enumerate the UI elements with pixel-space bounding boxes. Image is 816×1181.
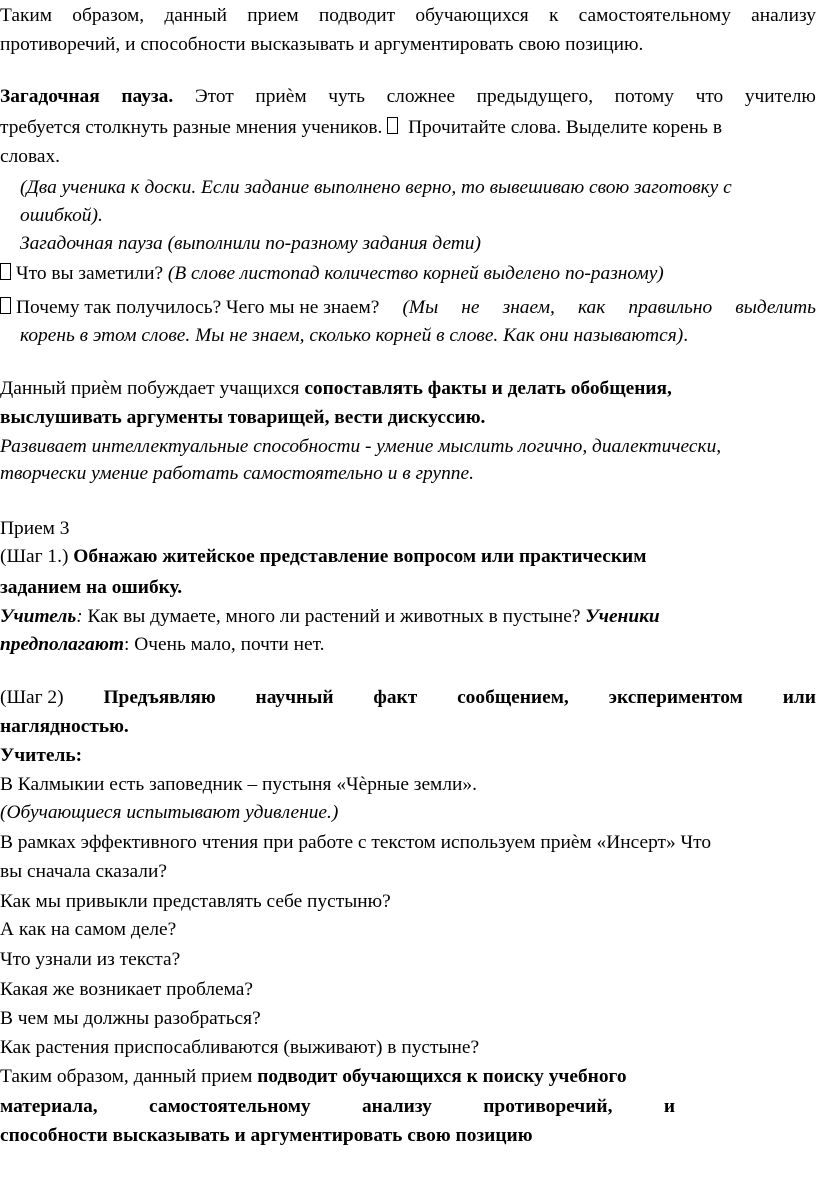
teacher-line <box>0 606 816 628</box>
word: выделить <box>735 297 816 318</box>
p2-line-1 <box>0 86 816 108</box>
word: самостоятельному <box>578 5 731 26</box>
body-line: Что узнали из текста? <box>0 949 181 970</box>
word: Предъявляю <box>103 687 216 708</box>
word: анализу <box>361 1096 432 1117</box>
speaker-label: Ученики <box>585 606 660 627</box>
word: предыдущего, <box>476 86 594 107</box>
final-line-3: способности высказывать и аргументировать свою позицию <box>0 1125 533 1146</box>
speaker-label: предполагают <box>0 634 124 655</box>
word: правильно <box>628 297 713 318</box>
p2-line-5: ошибкой). <box>20 205 103 226</box>
word: или <box>782 687 816 708</box>
speaker-label: Учитель <box>0 606 77 627</box>
final-line-1 <box>0 1066 816 1088</box>
checkbox-glyph-icon <box>0 297 11 314</box>
word: Этот <box>194 86 234 107</box>
p3-line-4: творчески умение работать самостоятельно и в группе. <box>0 463 474 484</box>
step-label: (Шаг 2) <box>0 687 64 708</box>
p1-line-1 <box>0 5 816 27</box>
word: противоречий, <box>483 1096 613 1117</box>
question: Почему так получилось? Чего мы не знаем? <box>16 297 380 318</box>
checkbox-glyph-icon <box>387 117 398 134</box>
step1-line-1 <box>0 546 816 568</box>
p1-line-2: противоречий, и способности высказывать и аргументировать свою позицию. <box>0 34 644 55</box>
word: учителю <box>744 86 816 107</box>
p3-line-3: Развивает интеллектуальные способности - умение мыслить логично, диалектически, <box>0 436 722 457</box>
word: знаем, <box>502 297 555 318</box>
body-line: вы сначала сказали? <box>0 861 167 882</box>
p3-line-2: выслушивать аргументы товарищей, вести дискуссию. <box>0 407 486 428</box>
text: Прочитайте слова. Выделите корень в <box>403 117 723 138</box>
word: образом, <box>72 5 145 26</box>
text: корень в этом слове. Мы не знаем, сколько корней в слове. Как они называются) <box>20 325 684 346</box>
step-label: (Шаг 1.) <box>0 546 74 567</box>
word: приѐм <box>255 86 307 107</box>
word: научный <box>255 687 334 708</box>
body-line: (Обучающиеся испытывают удивление.) <box>0 802 339 823</box>
p2-line-9 <box>20 325 816 347</box>
step2-line-1 <box>0 687 816 709</box>
p2-line-7 <box>0 263 816 285</box>
body-line: В Калмыкии есть заповедник – пустыня «Чѐрные земли». <box>0 774 477 795</box>
text: : <box>76 606 88 627</box>
p2-line-2 <box>0 117 816 139</box>
body-line: Как мы привыкли представлять себе пустыню? <box>0 891 391 912</box>
word: материала, <box>0 1096 98 1117</box>
word: чуть <box>328 86 365 107</box>
question: Что вы заметили? <box>16 263 168 284</box>
body-line: В рамках эффективного чтения при работе с текстом используем приѐм «Инсерт» Что <box>0 832 712 853</box>
word: (Мы <box>402 297 439 318</box>
body-line: Как растения приспосабливаются (выживают) в пустыне? <box>0 1037 480 1058</box>
body-line: А как на самом деле? <box>0 919 177 940</box>
checkbox-glyph-icon <box>0 263 11 280</box>
final-line-2 <box>0 1096 675 1118</box>
section-title: Прием 3 <box>0 518 70 539</box>
teacher-heading: Учитель: <box>0 745 83 766</box>
word: что <box>695 86 724 107</box>
students-line <box>0 634 816 656</box>
term: Загадочная <box>0 86 100 107</box>
step1-line-2: заданием на ошибку. <box>0 577 183 598</box>
word: экспериментом <box>608 687 743 708</box>
step2-line-2: наглядностью. <box>0 716 129 737</box>
text: : Очень мало, почти нет. <box>123 634 325 655</box>
term: пауза. <box>121 86 174 107</box>
word: данный <box>164 5 228 26</box>
body-line: В чем мы должны разобраться? <box>0 1008 261 1029</box>
answer: (В слове листопад количество корней выделено по-разному) <box>167 263 664 284</box>
p3-line-1 <box>0 378 816 400</box>
word: как <box>577 297 606 318</box>
text: . <box>683 325 689 346</box>
word: обучающихся <box>415 5 529 26</box>
word: потому <box>614 86 674 107</box>
word: анализу <box>751 5 816 26</box>
text: Обнажаю житейское представление вопросом или практическим <box>73 546 647 567</box>
word: прием <box>247 5 299 26</box>
word: сложнее <box>386 86 456 107</box>
p2-line-8 <box>0 297 816 319</box>
body-line: Какая же возникает проблема? <box>0 979 253 1000</box>
word: к <box>548 5 559 26</box>
text: Данный приѐм побуждает учащихся <box>0 378 305 399</box>
word: не <box>461 297 480 318</box>
p2-line-3: словах. <box>0 146 61 167</box>
text: сопоставлять факты и делать обобщения, <box>304 378 672 399</box>
word: подводит <box>318 5 396 26</box>
word: и <box>663 1096 675 1117</box>
word: сообщением, <box>457 687 569 708</box>
p2-line-6: Загадочная пауза (выполнили по-разному задания дети) <box>20 233 481 254</box>
question-group <box>0 297 379 319</box>
text: требуется столкнуть разные мнения учеников. <box>0 117 383 138</box>
word: самостоятельному <box>149 1096 311 1117</box>
word: Таким <box>0 5 53 26</box>
text: Как вы думаете, много ли растений и животных в пустыне? <box>87 606 586 627</box>
text: Таким образом, данный прием <box>0 1066 258 1087</box>
text: подводит обучающихся к поиску учебного <box>257 1066 627 1087</box>
p2-line-4: (Два ученика к доски. Если задание выполнено верно, то вывешиваю свою заготовку с <box>20 177 732 198</box>
word: факт <box>373 687 418 708</box>
